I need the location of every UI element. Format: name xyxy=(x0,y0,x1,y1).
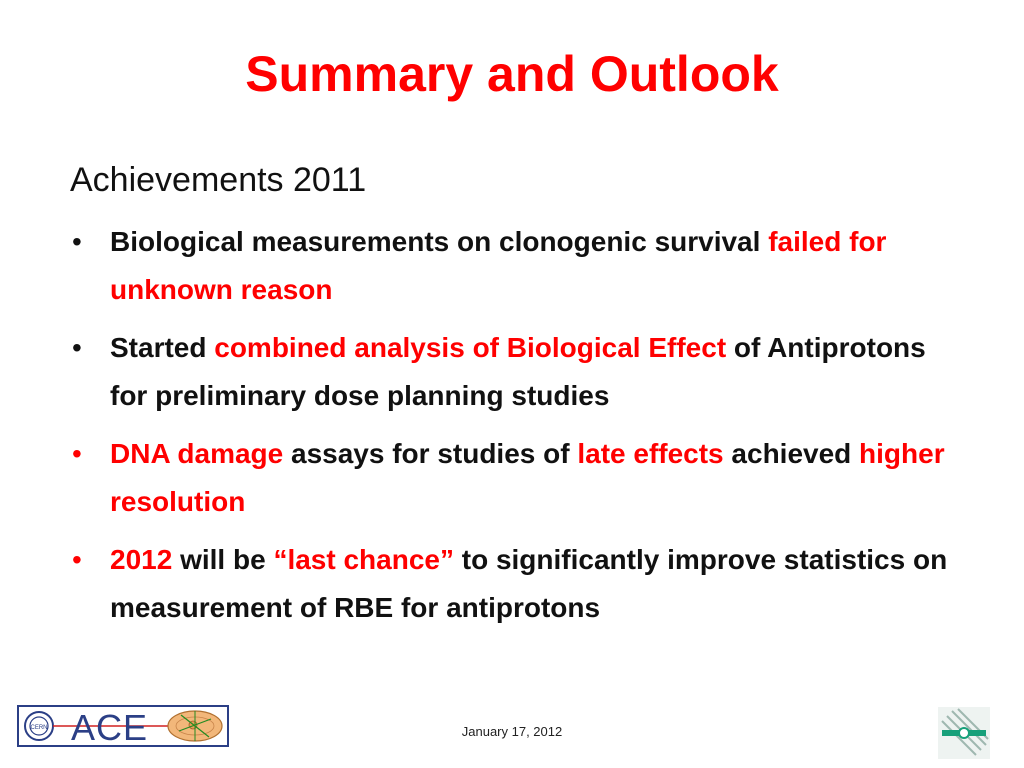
bullet-text xyxy=(110,226,886,305)
bullet-marker: • xyxy=(72,332,82,363)
bullet-segment-highlight: combined analysis of Biological Effect xyxy=(214,332,727,363)
bullet-text xyxy=(110,544,947,623)
bullet-text xyxy=(110,332,926,411)
diamond-logo-icon xyxy=(938,707,990,759)
bullet-segment: of Antiprotons for preliminary dose planning studies xyxy=(110,332,926,411)
bullet-marker: • xyxy=(72,544,82,575)
ace-logo xyxy=(17,705,229,747)
bullet-marker: • xyxy=(72,226,82,257)
bullet-text xyxy=(110,438,945,517)
bullet-item xyxy=(70,218,970,314)
bullet-segment: Started xyxy=(110,332,215,363)
bullet-item xyxy=(70,536,970,632)
bullet-segment: assays for studies of xyxy=(283,438,578,469)
footer-date: January 17, 2012 xyxy=(461,724,563,739)
slide-title: Summary and Outlook xyxy=(245,46,779,102)
bullet-segment: to significantly improve statistics on measurement of RBE for antiprotons xyxy=(110,544,948,623)
ace-logo-text: ACE xyxy=(71,707,149,745)
bullet-segment: Biological measurements on clonogenic survival xyxy=(110,226,769,257)
bullet-segment-highlight: failed for unknown reason xyxy=(110,226,887,305)
cern-seal-text: CERN xyxy=(30,725,48,731)
bullet-segment-highlight: late effects xyxy=(577,438,724,469)
bullet-segment: achieved xyxy=(723,438,860,469)
bullet-segment-highlight: “last chance” xyxy=(273,544,454,575)
bullet-segment: will be xyxy=(172,544,274,575)
bullet-item xyxy=(70,430,970,526)
section-heading: Achievements 2011 xyxy=(70,161,367,199)
bullet-marker: • xyxy=(72,438,82,469)
bullet-segment-highlight: DNA damage xyxy=(110,438,284,469)
institution-logo xyxy=(938,707,990,759)
bullet-segment-highlight: 2012 xyxy=(110,544,173,575)
bullet-item xyxy=(70,324,970,420)
bullet-segment-highlight: higher resolution xyxy=(110,438,945,517)
ace-logo-graphic xyxy=(19,707,227,745)
bullet-list xyxy=(70,218,970,642)
